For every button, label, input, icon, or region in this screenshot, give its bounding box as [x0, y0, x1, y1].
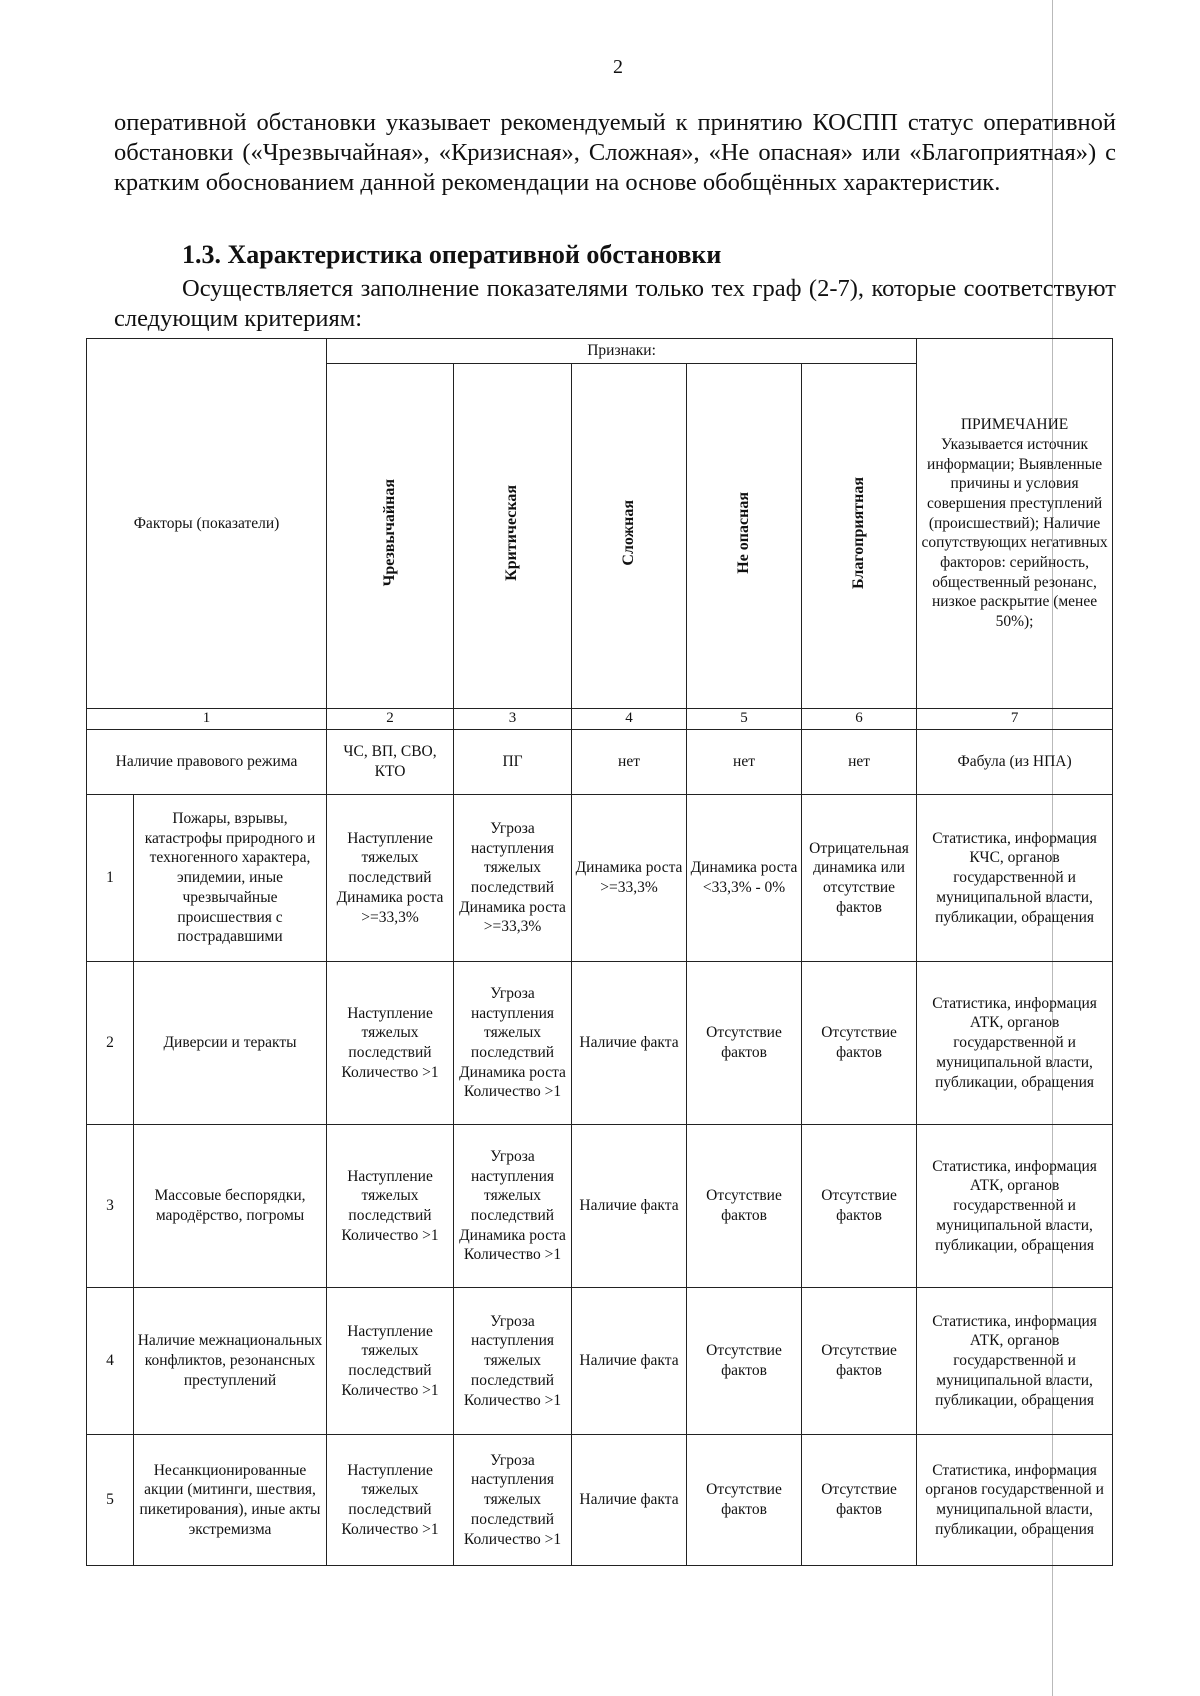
row-factor: Наличие межнациональных конфликтов, резонансных преступлений	[134, 1288, 327, 1435]
row-emergency: Наступление тяжелых последствий Количество >1	[327, 962, 454, 1125]
column-number-3: 3	[454, 709, 572, 730]
status-header-emergency	[327, 364, 454, 709]
row-critical: Угроза наступления тяжелых последствий Динамика роста >=33,3%	[454, 795, 572, 962]
legal-regime-emergency: ЧС, ВП, СВО, КТО	[327, 730, 454, 795]
row-note: Статистика, информация АТК, органов государственной и муниципальной власти, публикации, обращения	[917, 1125, 1113, 1288]
legal-regime-row	[87, 730, 1113, 795]
row-critical: Угроза наступления тяжелых последствий Динамика роста Количество >1	[454, 962, 572, 1125]
status-label-favorable: Благоприятная	[849, 477, 867, 590]
row-critical: Угроза наступления тяжелых последствий Количество >1	[454, 1288, 572, 1435]
row-emergency: Наступление тяжелых последствий Количество >1	[327, 1288, 454, 1435]
column-numbers-row	[87, 709, 1113, 730]
row-number: 2	[87, 962, 134, 1125]
row-complex: Наличие факта	[572, 962, 687, 1125]
row-not-dangerous: Отсутствие фактов	[687, 1435, 802, 1566]
legal-regime-critical: ПГ	[454, 730, 572, 795]
table-row	[87, 1125, 1113, 1288]
row-emergency: Наступление тяжелых последствий Количество >1	[327, 1125, 454, 1288]
row-number: 1	[87, 795, 134, 962]
legal-regime-not-dangerous: нет	[687, 730, 802, 795]
column-number-1: 1	[87, 709, 327, 730]
row-note: Статистика, информация КЧС, органов государственной и муниципальной власти, публикации, обращения	[917, 795, 1113, 962]
factors-header: Факторы (показатели)	[87, 339, 327, 709]
column-number-7: 7	[917, 709, 1113, 730]
legal-regime-favorable: нет	[802, 730, 917, 795]
row-note: Статистика, информация АТК, органов государственной и муниципальной власти, публикации, обращения	[917, 962, 1113, 1125]
column-number-4: 4	[572, 709, 687, 730]
row-complex: Динамика роста >=33,3%	[572, 795, 687, 962]
row-not-dangerous: Динамика роста <33,3% - 0%	[687, 795, 802, 962]
signs-header: Признаки:	[327, 339, 917, 364]
row-emergency: Наступление тяжелых последствий Количество >1	[327, 1435, 454, 1566]
status-header-not-dangerous	[687, 364, 802, 709]
status-header-favorable	[802, 364, 917, 709]
table-row	[87, 1435, 1113, 1566]
column-number-5: 5	[687, 709, 802, 730]
row-critical: Угроза наступления тяжелых последствий Динамика роста Количество >1	[454, 1125, 572, 1288]
status-label-not-dangerous: Не опасная	[734, 492, 752, 575]
note-header: ПРИМЕЧАНИЕ Указывается источник информации; Выявленные причины и условия совершения преступлений (происшествий); Наличие сопутствующих негативных факторов: серийность, общественный резонанс, низкое раскрытие (менее 50%);	[917, 339, 1113, 709]
row-number: 3	[87, 1125, 134, 1288]
table-row	[87, 962, 1113, 1125]
legal-regime-complex: нет	[572, 730, 687, 795]
row-complex: Наличие факта	[572, 1125, 687, 1288]
status-label-complex: Сложная	[619, 500, 637, 566]
column-number-2: 2	[327, 709, 454, 730]
row-factor: Диверсии и теракты	[134, 962, 327, 1125]
row-favorable: Отсутствие фактов	[802, 962, 917, 1125]
row-favorable: Отсутствие фактов	[802, 1435, 917, 1566]
header-row-top	[87, 339, 1113, 364]
section-heading: 1.3. Характеристика оперативной обстановки	[182, 240, 722, 269]
status-header-critical	[454, 364, 572, 709]
row-not-dangerous: Отсутствие фактов	[687, 1288, 802, 1435]
status-label-critical: Критическая	[503, 485, 521, 582]
row-favorable: Отрицательная динамика или отсутствие фактов	[802, 795, 917, 962]
row-critical: Угроза наступления тяжелых последствий Количество >1	[454, 1435, 572, 1566]
intro-paragraph: оперативной обстановки указывает рекомендуемый к принятию КОСПП статус оперативной обстановки («Чрезвычайная», «Кризисная», Сложная», «Не опасная» или «Благоприятная») с кратким обоснованием данной рекомендации на основе обобщённых характеристик.	[114, 109, 1116, 196]
row-factor: Пожары, взрывы, катастрофы природного и техногенного характера, эпидемии, иные чрезвычайные происшествия с пострадавшими	[134, 795, 327, 962]
table-row	[87, 1288, 1113, 1435]
row-not-dangerous: Отсутствие фактов	[687, 1125, 802, 1288]
row-complex: Наличие факта	[572, 1435, 687, 1566]
row-favorable: Отсутствие фактов	[802, 1125, 917, 1288]
row-factor: Массовые беспорядки, мародёрство, погромы	[134, 1125, 327, 1288]
status-label-emergency: Чрезвычайная	[380, 479, 398, 587]
column-number-6: 6	[802, 709, 917, 730]
row-favorable: Отсутствие фактов	[802, 1288, 917, 1435]
table-row	[87, 795, 1113, 962]
legal-regime-note: Фабула (из НПА)	[917, 730, 1113, 795]
row-not-dangerous: Отсутствие фактов	[687, 962, 802, 1125]
row-note: Статистика, информация АТК, органов государственной и муниципальной власти, публикации, обращения	[917, 1288, 1113, 1435]
row-emergency: Наступление тяжелых последствий Динамика роста >=33,3%	[327, 795, 454, 962]
status-header-complex	[572, 364, 687, 709]
row-complex: Наличие факта	[572, 1288, 687, 1435]
row-factor: Несанкционированные акции (митинги, шествия, пикетирования), иные акты экстремизма	[134, 1435, 327, 1566]
section-paragraph: Осуществляется заполнение показателями только тех граф (2-7), которые соответствуют следующим критериям:	[114, 275, 1116, 332]
row-note: Статистика, информация органов государственной и муниципальной власти, публикации, обращения	[917, 1435, 1113, 1566]
page-number: 2	[613, 56, 623, 78]
legal-regime-factor: Наличие правового режима	[87, 730, 327, 795]
row-number: 4	[87, 1288, 134, 1435]
criteria-table	[86, 338, 1113, 1566]
row-number: 5	[87, 1435, 134, 1566]
